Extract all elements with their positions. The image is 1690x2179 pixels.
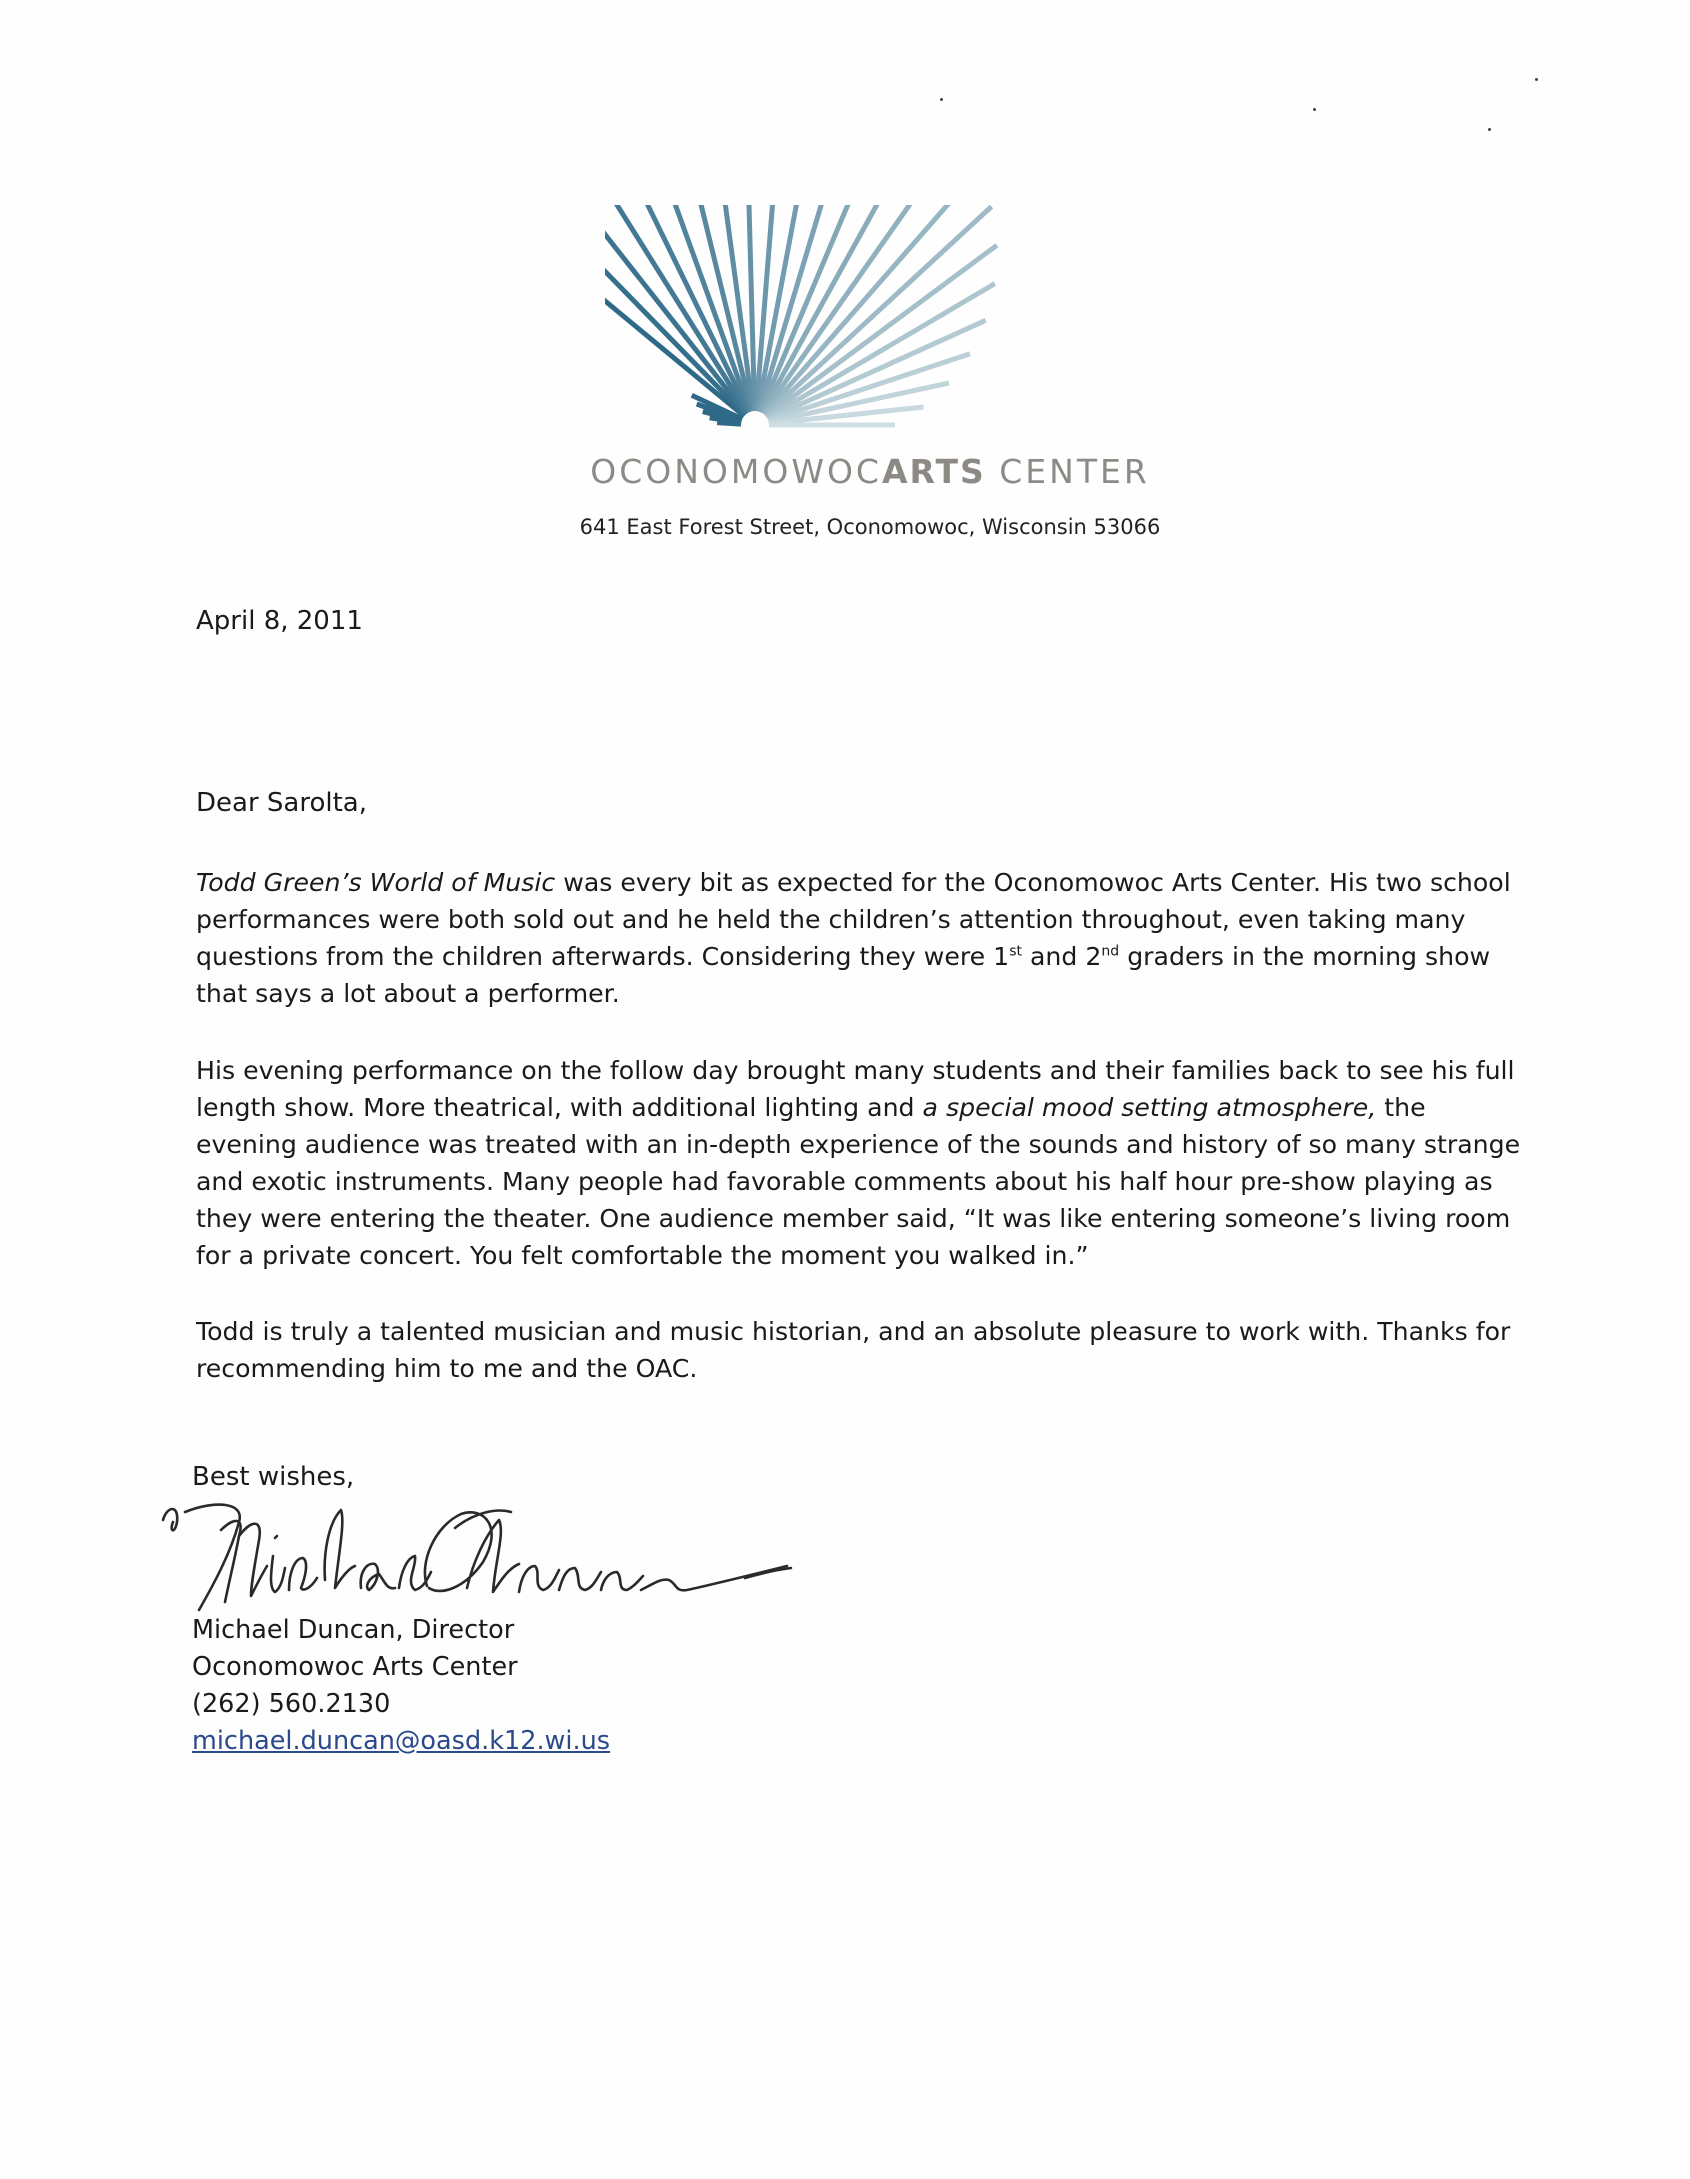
- paragraph-1: [196, 864, 1516, 1012]
- emphasis: a special mood setting atmosphere,: [922, 1093, 1377, 1122]
- superscript: st: [1009, 943, 1022, 960]
- text-run: graders in the morning show: [1119, 942, 1491, 971]
- logo-fan-ray: [605, 215, 746, 414]
- scan-speck: [1488, 128, 1491, 131]
- org-name-suffix: CENTER: [999, 452, 1150, 491]
- paragraph-2-line-6: for a private concert. You felt comfortable the moment you walked in.”: [196, 1241, 1089, 1270]
- signature-block: [192, 1612, 610, 1760]
- paragraph-2-line-5: they were entering the theater. One audience member said, “It was like entering someone’s living room: [196, 1204, 1511, 1233]
- paragraph-3: [196, 1313, 1516, 1387]
- text-run: questions from the children afterwards. Considering they were 1: [196, 942, 1010, 971]
- letterhead-address: 641 East Forest Street, Oconomowoc, Wisconsin 53066: [579, 515, 1161, 539]
- org-name-bold: ARTS: [881, 452, 986, 491]
- paragraph-3-line-2: recommending him to me and the OAC.: [196, 1354, 698, 1383]
- text-run: and 2: [1021, 942, 1102, 971]
- show-title: Todd Green’s World of Music: [196, 868, 556, 897]
- paragraph-1-line-2: performances were both sold out and he held the children’s attention throughout, even taking many: [196, 905, 1466, 934]
- paragraph-2-line-4: and exotic instruments. Many people had favorable comments about his half hour pre-show playing as: [196, 1167, 1493, 1196]
- text-run: the: [1376, 1093, 1426, 1122]
- paragraph-1-line-3: [196, 938, 1516, 975]
- paragraph-2-line-3: evening audience was treated with an in-depth experience of the sounds and history of so many strange: [196, 1130, 1521, 1159]
- paragraph-2: [196, 1052, 1521, 1274]
- scan-speck: [940, 98, 943, 101]
- logo-fan-ray: [717, 423, 741, 425]
- arts-center-logo: [605, 205, 1145, 445]
- paragraph-2-line-2: [196, 1089, 1516, 1126]
- paragraph-2-line-1: His evening performance on the follow day brought many students and their families back to see his full: [196, 1056, 1515, 1085]
- signer-email-link[interactable]: michael.duncan@oasd.k12.wi.us: [192, 1726, 611, 1756]
- handwritten-signature: [155, 1492, 795, 1622]
- signer-name-title: Michael Duncan, Director: [192, 1615, 515, 1645]
- superscript: nd: [1101, 943, 1120, 960]
- text-run: length show. More theatrical, with additional lighting and: [196, 1093, 923, 1122]
- scan-speck: [1313, 108, 1316, 111]
- letter-date: April 8, 2011: [196, 606, 363, 636]
- scan-speck: [1535, 78, 1538, 81]
- salutation: Dear Sarolta,: [196, 788, 367, 818]
- signer-phone: (262) 560.2130: [192, 1689, 391, 1719]
- org-name-prefix: OCONOMOWOC: [590, 452, 882, 491]
- org-name: [540, 452, 1200, 491]
- closing: Best wishes,: [192, 1462, 355, 1492]
- paragraph-1-line-1: was every bit as expected for the Oconomowoc Arts Center. His two school: [555, 868, 1511, 897]
- logo-fan-ray: [605, 289, 744, 417]
- paragraph-1-line-4: that says a lot about a performer.: [196, 979, 620, 1008]
- paragraph-3-line-1: Todd is truly a talented musician and music historian, and an absolute pleasure to work with. Thanks for: [196, 1317, 1511, 1346]
- signer-organization: Oconomowoc Arts Center: [192, 1652, 518, 1682]
